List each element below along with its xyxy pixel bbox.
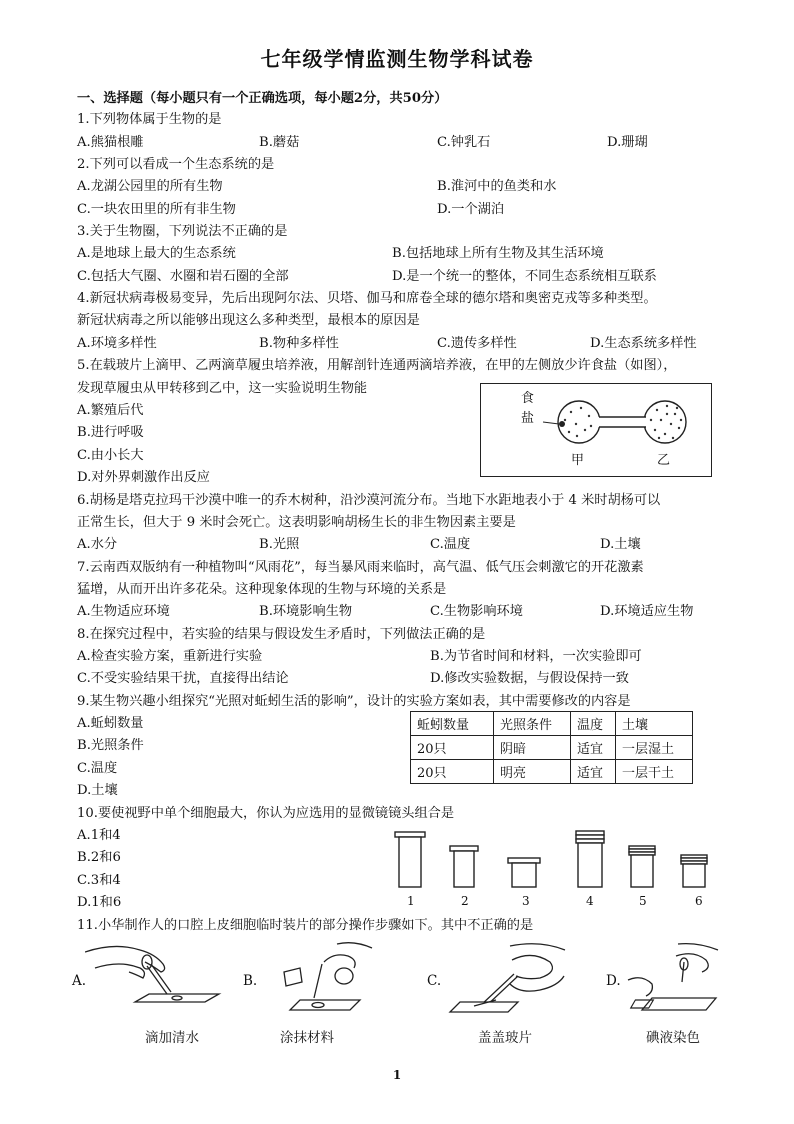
q5-stem-line2: 发现草履虫从甲转移到乙中，这一实验说明生物能 — [77, 381, 368, 396]
q7-option-c: C.生物影响环境 — [430, 604, 523, 619]
q1-option-d: D.珊瑚 — [607, 135, 648, 150]
q8-option-a: A.检查实验方案，重新进行实验 — [77, 649, 263, 664]
q6-stem-line1: 6.胡杨是塔克拉玛干沙漠中唯一的乔木树种，沿沙漠河流分布。当地下水距地表小于 4 米时胡杨可以 — [77, 493, 661, 508]
step-c-illustration — [440, 940, 580, 1025]
q8-option-b: B.为节省时间和材料，一次实验即可 — [430, 649, 642, 664]
section-heading: 一、选择题（每小题只有一个正确选项，每小题2分，共50分） — [77, 91, 448, 106]
q9-option-c: C.温度 — [77, 761, 118, 776]
table-row — [411, 736, 693, 760]
table-header-cell: 光照条件 — [494, 712, 571, 736]
table-header-cell: 蚯蚓数量 — [411, 712, 494, 736]
q4-option-a: A.环境多样性 — [77, 336, 157, 351]
q3-option-d: D.是一个统一的整体，不同生态系统相互联系 — [392, 269, 657, 284]
q6-stem-line2: 正常生长，但大于 9 米时会死亡。这表明影响胡杨生长的非生物因素主要是 — [77, 515, 516, 530]
q7-option-a: A.生物适应环境 — [77, 604, 170, 619]
salt-label-1: 食 — [521, 391, 535, 406]
q1-option-c: C.钟乳石 — [437, 135, 491, 150]
q3-option-c: C.包括大气圈、水圈和岩石圈的全部 — [77, 269, 289, 284]
q2-option-c: C.一块农田里的所有非生物 — [77, 202, 236, 217]
q3-option-b: B.包括地球上所有生物及其生活环境 — [392, 246, 604, 261]
q9-stem: 9.某生物兴趣小组探究“光照对蚯蚓生活的影响”，设计的实验方案如表，其中需要修改的内容是 — [77, 694, 631, 709]
step-a-letter: A. — [72, 973, 87, 989]
q9-option-d: D.土壤 — [77, 783, 118, 798]
lens-1-icon — [395, 832, 425, 837]
q6-option-c: C.温度 — [430, 537, 471, 552]
lens-3-icon — [508, 858, 540, 863]
q2-option-b: B.淮河中的鱼类和水 — [437, 179, 557, 194]
table-header-cell: 土壤 — [616, 712, 693, 736]
exam-title: 七年级学情监测生物学科试卷 — [260, 47, 534, 71]
lens-2-icon — [450, 846, 478, 851]
q3-stem: 3.关于生物圈，下列说法不正确的是 — [77, 224, 288, 239]
q7-stem-line2: 猛增，从而开出许多花朵。这种现象体现的生物与环境的关系是 — [77, 582, 447, 597]
table-cell: 一层干土 — [616, 760, 693, 784]
lens-label-1: 1 — [407, 894, 415, 908]
q5-option-b: B.进行呼吸 — [77, 425, 144, 440]
q9-option-b: B.光照条件 — [77, 738, 144, 753]
q1-option-a: A.熊猫根雕 — [77, 135, 144, 150]
q7-option-d: D.环境适应生物 — [600, 604, 694, 619]
table-cell: 20只 — [411, 760, 494, 784]
salt-label-2: 盐 — [521, 411, 535, 426]
step-d-illustration — [618, 940, 728, 1025]
step-c-caption: 盖盖玻片 — [478, 1030, 532, 1046]
q7-stem-line1: 7.云南西双版纳有一种植物叫“风雨花”，每当暴风雨来临时，高气温、低气压会刺激它的开花激素 — [77, 560, 644, 575]
q8-stem: 8.在探究过程中，若实验的结果与假设发生矛盾时，下列做法正确的是 — [77, 627, 486, 642]
drop-jia-label: 甲 — [571, 453, 585, 468]
page-number: 1 — [392, 1068, 402, 1082]
q10-stem: 10.要使视野中单个细胞最大，你认为应选用的显微镜镜头组合是 — [77, 806, 455, 821]
table-cell: 20只 — [411, 736, 494, 760]
q1-stem: 1.下列物体属于生物的是 — [77, 112, 222, 127]
lens-label-2: 2 — [461, 894, 469, 908]
drop-yi-label: 乙 — [657, 453, 671, 468]
q10-option-a: A.1和4 — [77, 828, 121, 843]
q9-option-a: A.蚯蚓数量 — [77, 716, 144, 731]
paramecium-figure — [480, 383, 712, 477]
q2-option-d: D.一个湖泊 — [437, 202, 505, 217]
q8-option-d: D.修改实验数据，与假设保持一致 — [430, 671, 629, 686]
q6-option-a: A.水分 — [77, 537, 118, 552]
q11-stem: 11.小华制作人的口腔上皮细胞临时装片的部分操作步骤如下。其中不正确的是 — [77, 918, 534, 933]
microscope-lenses-figure — [390, 826, 720, 896]
table-cell: 一层湿土 — [616, 736, 693, 760]
q5-option-d: D.对外界刺激作出反应 — [77, 470, 210, 485]
step-d-letter: D. — [606, 973, 621, 989]
step-a-illustration — [85, 940, 225, 1025]
table-header-cell: 温度 — [571, 712, 616, 736]
q3-option-a: A.是地球上最大的生态系统 — [77, 246, 236, 261]
lens-label-5: 5 — [639, 894, 647, 908]
q4-option-d: D.生态系统多样性 — [590, 336, 697, 351]
q10-option-d: D.1和6 — [77, 895, 122, 910]
table-cell: 阴暗 — [494, 736, 571, 760]
lens-label-4: 4 — [586, 894, 594, 908]
q10-option-c: C.3和4 — [77, 873, 121, 888]
step-d-caption: 碘液染色 — [646, 1030, 700, 1046]
q4-option-c: C.遗传多样性 — [437, 336, 517, 351]
q2-stem: 2.下列可以看成一个生态系统的是 — [77, 157, 275, 172]
step-b-letter: B. — [243, 973, 258, 989]
q4-stem-line2: 新冠状病毒之所以能够出现这么多种类型，最根本的原因是 — [77, 313, 420, 328]
q5-stem-line1: 5.在载玻片上滴甲、乙两滴草履虫培养液，用解剖针连通两滴培养液，在甲的左侧放少许食盐（如图）， — [77, 358, 677, 373]
q5-option-c: C.由小长大 — [77, 448, 144, 463]
q2-option-a: A.龙湖公园里的所有生物 — [77, 179, 223, 194]
q5-option-a: A.繁殖后代 — [77, 403, 144, 418]
lens-label-3: 3 — [522, 894, 530, 908]
q6-option-b: B.光照 — [259, 537, 300, 552]
step-c-letter: C. — [427, 973, 442, 989]
q6-option-d: D.土壤 — [600, 537, 641, 552]
table-header-row — [411, 712, 693, 736]
step-b-illustration — [262, 940, 382, 1025]
q4-option-b: B.物种多样性 — [259, 336, 339, 351]
q4-stem-line1: 4.新冠状病毒极易变异，先后出现阿尔法、贝塔、伽马和席卷全球的德尔塔和奥密克戎等多种类型。 — [77, 291, 657, 306]
paramecium-drawing — [481, 384, 711, 476]
earthworm-experiment-table — [410, 711, 693, 784]
q7-option-b: B.环境影响生物 — [259, 604, 353, 619]
table-cell: 适宜 — [571, 760, 616, 784]
q8-option-c: C.不受实验结果干扰，直接得出结论 — [77, 671, 289, 686]
q1-option-b: B.蘑菇 — [259, 135, 300, 150]
q10-option-b: B.2和6 — [77, 850, 121, 865]
step-b-caption: 涂抹材料 — [280, 1030, 334, 1046]
step-a-caption: 滴加清水 — [145, 1030, 199, 1046]
table-row — [411, 760, 693, 784]
lens-label-6: 6 — [695, 894, 703, 908]
table-cell: 适宜 — [571, 736, 616, 760]
table-cell: 明亮 — [494, 760, 571, 784]
